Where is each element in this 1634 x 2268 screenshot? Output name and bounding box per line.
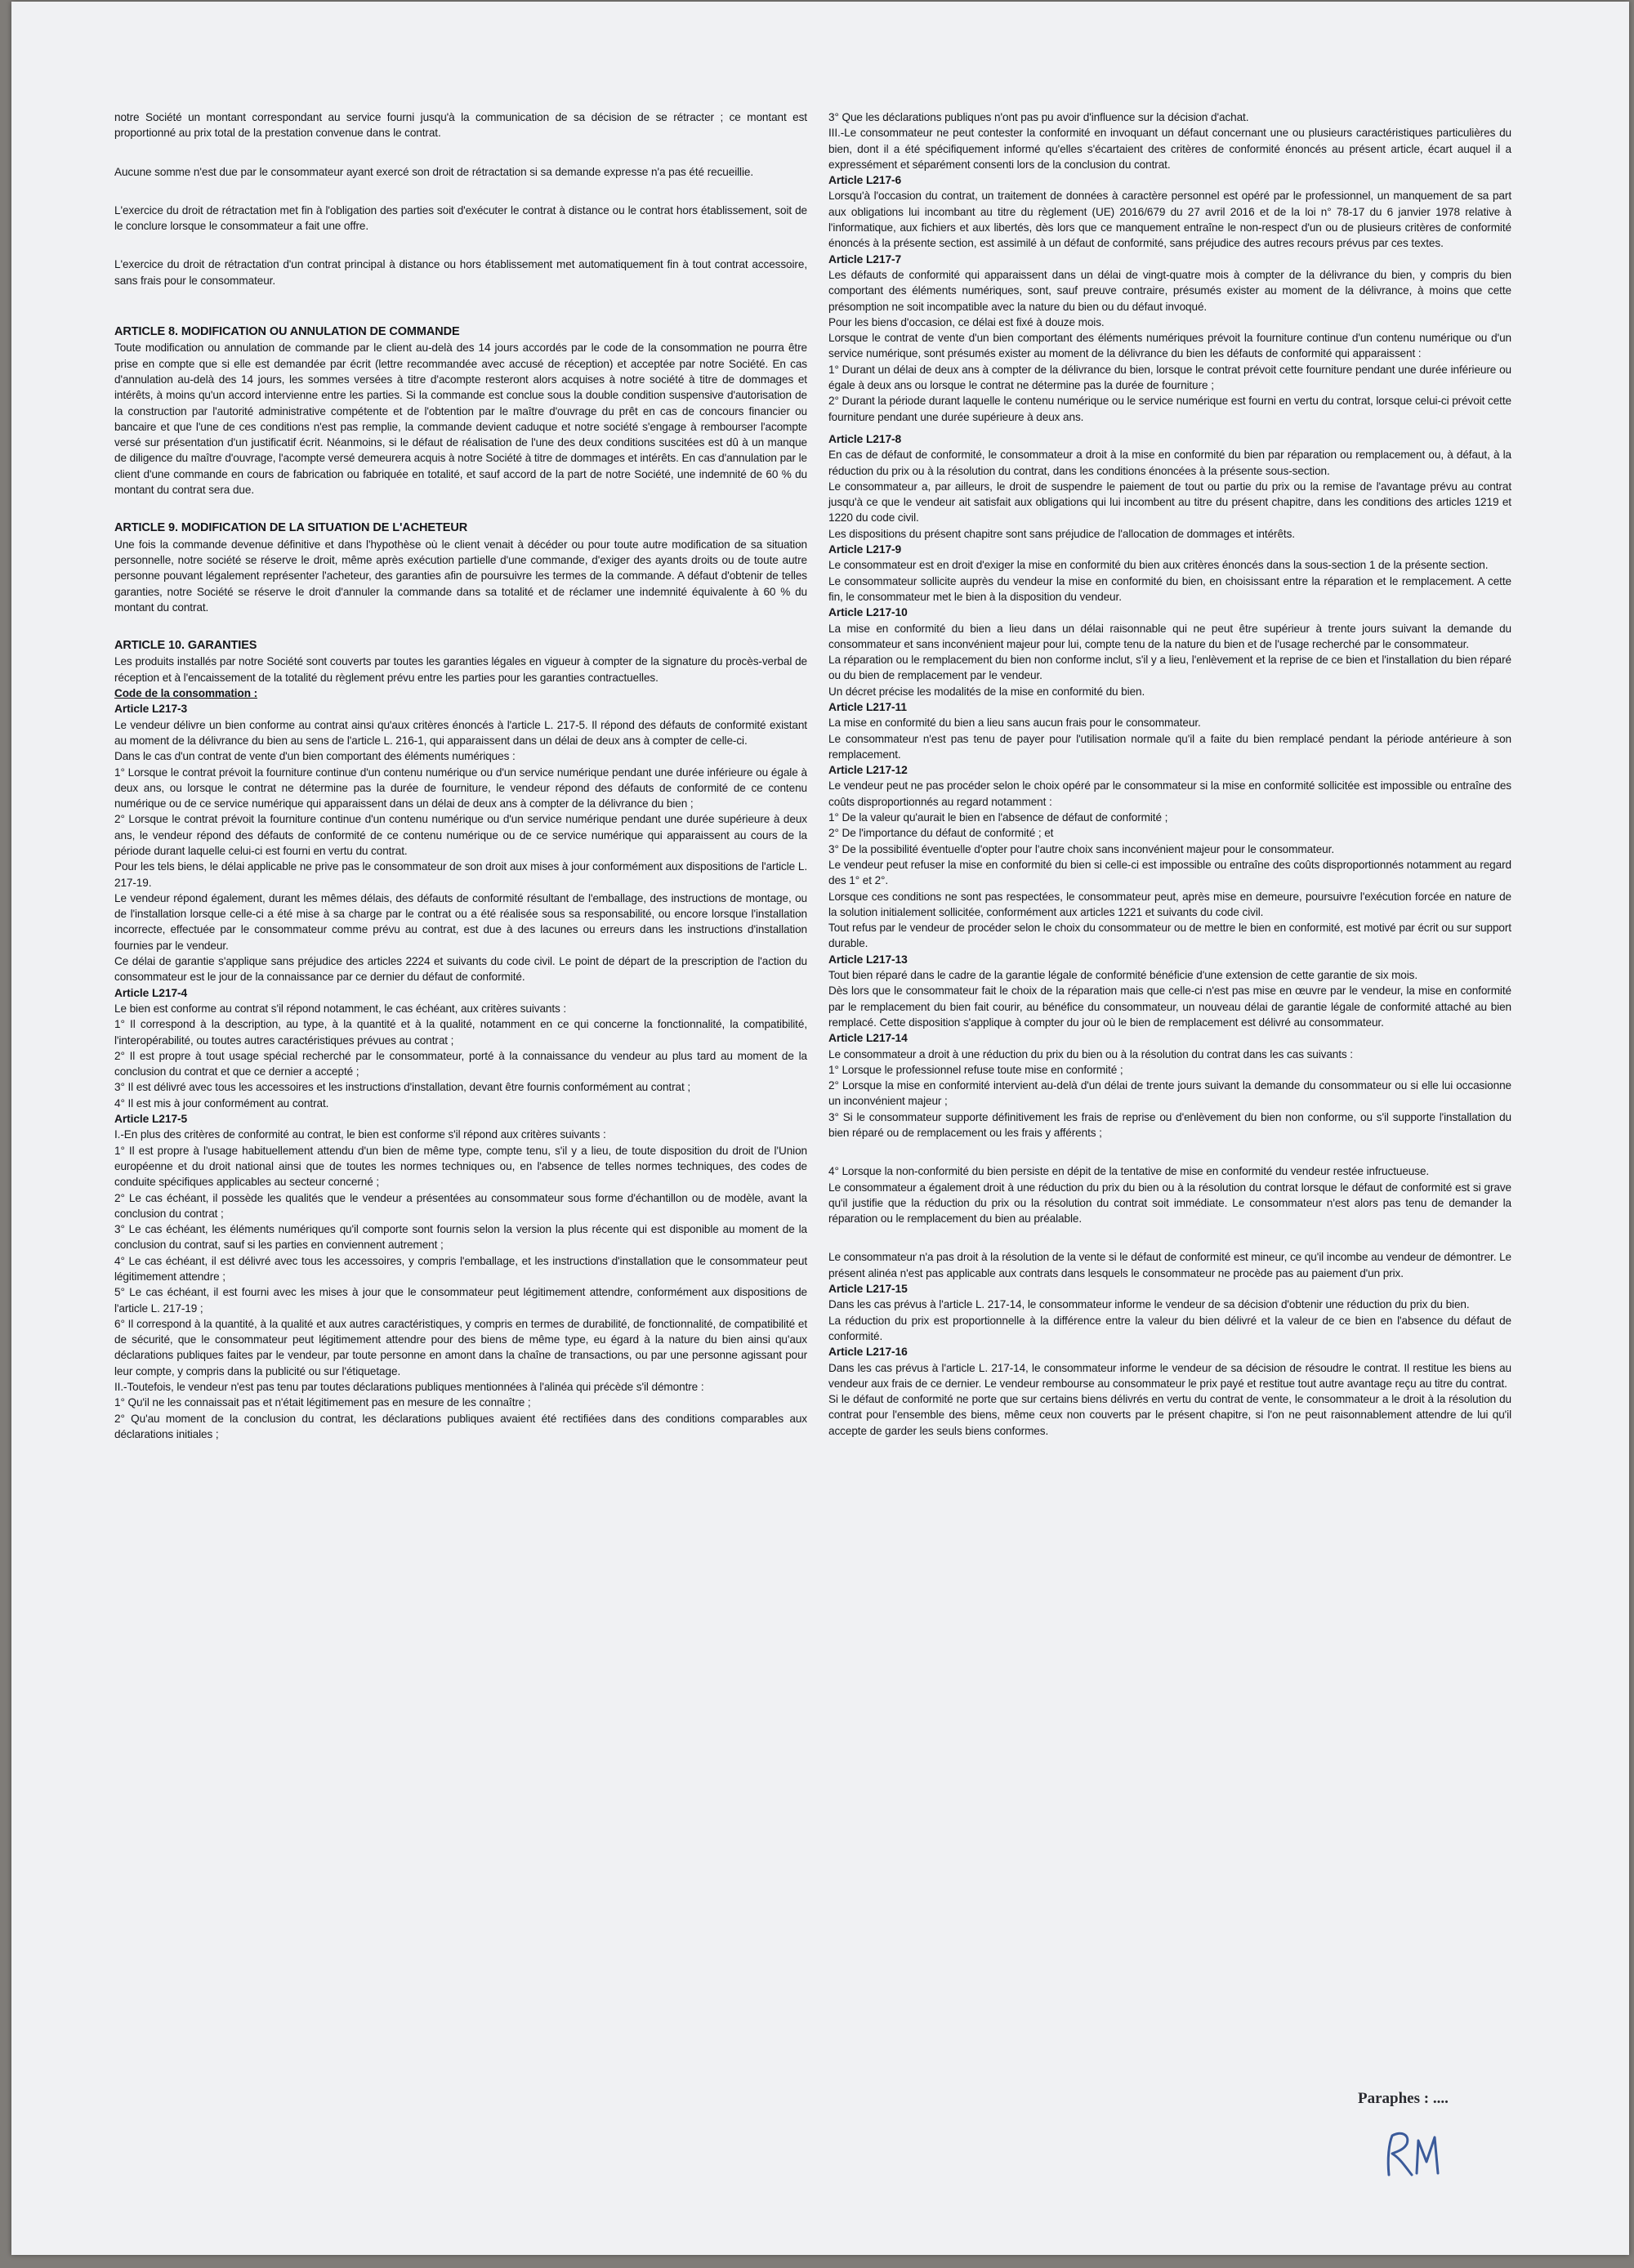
paragraph: 3° Le cas échéant, les éléments numériques qu'il comporte sont fournis selon la version la plus récente qui est disponible au moment de la conclusion du contrat, sauf si les parties en conviennent autrement ; — [114, 1223, 807, 1252]
paragraph: Pour les biens d'occasion, ce délai est fixé à douze mois. — [828, 315, 1105, 328]
paragraph: Les défauts de conformité qui apparaissent dans un délai de vingt-quatre mois à compter de la délivrance du bien, y compris du bien comportant des éléments numériques, sont, sauf preuve contraire, présumés exister au moment de la délivrance, à moins que cette présomption ne soit incompatible avec la nature du bien ou du défaut invoqué. — [828, 268, 1511, 313]
paragraph: 3° Si le consommateur supporte définitivement les frais de reprise ou d'enlèvement du bien non conforme, ou s'il supporte l'installation du bien réparé ou de remplacement ou les frais y afférents ; — [828, 1110, 1511, 1139]
paragraph: En cas de défaut de conformité, le consommateur a droit à la mise en conformité du bien par réparation ou remplacement ou, à défaut, à la réduction du prix ou à la résolution du contrat, dans les conditions énoncées à la présente sous-section. — [828, 449, 1511, 477]
paragraph: Dans les cas prévus à l'article L. 217-14, le consommateur informe le vendeur de sa décision de résoudre le contrat. Il restitue les biens au vendeur aux frais de ce dernier. Le vendeur rembourse au consommateur le prix payé et restitue tout autre avantage reçu au titre du contrat. — [828, 1361, 1511, 1390]
paragraph: I.-En plus des critères de conformité au contrat, le bien est conforme s'il répond aux critères suivants : — [114, 1128, 606, 1141]
paragraph: Le consommateur a également droit à une réduction du prix du bien ou à la résolution du contrat lorsque le défaut de conformité est si grave qu'il justifie que la réduction du prix ou la résolution du contrat soit immédiate. Le consommateur n'est alors pas tenu de demander la réparation ou le remplacement du bien au préalable. — [828, 1181, 1511, 1226]
article-l217-7-title: Article L217-7 — [828, 252, 902, 266]
paragraph: Tout refus par le vendeur de procéder selon le choix du consommateur ou de mettre le bien en conformité, est motivé par écrit ou sur support durable. — [828, 922, 1511, 950]
paragraph: La réduction du prix est proportionnelle à la différence entre la valeur du bien délivré et la valeur de ce bien en l'absence du défaut de conformité. — [828, 1314, 1511, 1342]
paragraph: Dans les cas prévus à l'article L. 217-14, le consommateur informe le vendeur de sa décision d'obtenir une réduction du prix du bien. — [828, 1298, 1470, 1311]
paragraph: 1° Durant un délai de deux ans à compter de la délivrance du bien, lorsque le contrat prévoit cette fourniture pendant une durée inférieure ou égale à deux ans ou lorsque le contrat ne détermine pas la durée de fourniture ; — [828, 363, 1511, 392]
paragraph: Dans le cas d'un contrat de vente d'un bien comportant des éléments numériques : — [114, 750, 516, 763]
article-9-text: Une fois la commande devenue définitive et dans l'hypothèse où le client venait à décéder ou pour toute autre modification de sa situation personnelle, notre société se réserve le droit, même après exécution partielle d'une commande, d'exiger des ayants droits ou de toute autre personne pouvant légalement représenter l'acheteur, des garanties afin de poursuivre les termes de la commande. A défaut d'obtenir de telles garanties, notre Société se réserve le droit d'annuler la commande dans sa totalité et de réclamer une indemnité équivalente à 60 % du montant du contrat. — [114, 538, 807, 614]
paragraph: Lorsqu'à l'occasion du contrat, un traitement de données à caractère personnel est opéré par le professionnel, un manquement de sa part aux obligations lui incombant au titre du règlement (UE) 2016/679 du 27 avril 2016 et de la loi n° 78-17 du 6 janvier 1978 relative à l'informatique, aux fichiers et aux libertés, dès lors que ce manquement entraîne le non-respect d'un ou de plusieurs critères de conformité énoncés à la présente section, est assimilé à un défaut de conformité, sans préjudice des autres recours prévus par ces textes. — [828, 190, 1511, 250]
paragraph: III.-Le consommateur ne peut contester la conformité en invoquant un défaut concernant une ou plusieurs caractéristiques particulières du bien, dont il a été spécifiquement informé qu'elles s'écartaient des critères de conformité énoncés au présent article, écart auquel il a expressément et séparément consenti lors de la conclusion du contrat. — [828, 127, 1511, 171]
article-l217-9-title: Article L217-9 — [828, 543, 902, 556]
paragraph: 1° Lorsque le contrat prévoit la fourniture continue d'un contenu numérique ou d'un service numérique pendant une durée inférieure ou égale à deux ans, ou lorsque le contrat ne détermine pas la durée de fourniture, le vendeur répond des défauts de conformité de ce contenu numérique ou de ce service numérique qui apparaissent dans un délai de deux ans à compter de la délivrance du bien ; — [114, 766, 807, 810]
paragraph: 3° De la possibilité éventuelle d'opter pour l'autre choix sans inconvénient majeur pour le consommateur. — [828, 842, 1334, 855]
paragraph: 6° Il correspond à la quantité, à la qualité et aux autres caractéristiques, y compris en termes de durabilité, de fonctionnalité, de compatibilité et de sécurité, que le consommateur peut légitimement attendre pour des biens de même type, eu égard à la nature du bien ainsi qu'aux déclarations publiques faites par le vendeur, par toute personne en amont dans la chaîne de transactions, ou par une personne agissant pour leur compte, y compris dans la publicité ou sur l'étiquetage. — [114, 1317, 807, 1377]
article-9-title: ARTICLE 9. MODIFICATION DE LA SITUATION DE L'ACHETEUR — [114, 521, 468, 535]
paragraph: notre Société un montant correspondant au service fourni jusqu'à la communication de sa décision de se rétracter ; ce montant est proportionné au prix total de la prestation convenue dans le contrat. — [114, 111, 807, 140]
paragraph: La réparation ou le remplacement du bien non conforme inclut, s'il y a lieu, l'enlèvement et la reprise de ce bien et l'installation du bien réparé ou du bien de remplacement par le vendeur. — [828, 654, 1511, 682]
paragraph: Le consommateur est en droit d'exiger la mise en conformité du bien aux critères énoncés dans la sous-section 1 de la présente section. — [828, 559, 1489, 572]
paragraph: 1° Lorsque le professionnel refuse toute mise en conformité ; — [828, 1063, 1123, 1076]
paragraph: 3° Il est délivré avec tous les accessoires et les instructions d'installation, devant être fournis conformément au contrat ; — [114, 1081, 691, 1094]
paragraph: Le consommateur sollicite auprès du vendeur la mise en conformité du bien, en choisissant entre la réparation et le remplacement. A cette fin, le consommateur met le bien à la disposition du vendeur. — [828, 574, 1511, 603]
paragraph: Le consommateur n'a pas droit à la résolution de la vente si le défaut de conformité est mineur, ce qu'il incombe au vendeur de démontrer. Le présent alinéa n'est pas applicable aux contrats dans lesquels le consommateur ne procède pas au paiement d'un prix. — [828, 1251, 1511, 1279]
right-column — [828, 109, 1511, 1439]
article-10-title: ARTICLE 10. GARANTIES — [114, 639, 257, 653]
paragraph: 5° Le cas échéant, il est fourni avec les mises à jour que le consommateur peut légitimement attendre, conformément aux dispositions de l'article L. 217-19 ; — [114, 1286, 807, 1315]
paragraph: Le vendeur délivre un bien conforme au contrat ainsi qu'aux critères énoncés à l'article L. 217-5. Il répond des défauts de conformité existant au moment de la délivrance du bien au sens de l'article L. 216-1, qui apparaissent dans un délai de deux ans à compter de celle-ci. — [114, 718, 807, 747]
paragraph: La mise en conformité du bien a lieu dans un délai raisonnable qui ne peut être supérieur à trente jours suivant la demande du consommateur et sans inconvénient majeur pour lui, compte tenu de la nature du bien et de l'usage recherché par le consommateur. — [828, 622, 1511, 650]
paragraph: Le bien est conforme au contrat s'il répond notamment, le cas échéant, aux critères suivants : — [114, 1002, 567, 1015]
paragraph: Le consommateur a droit à une réduction du prix du bien ou à la résolution du contrat dans les cas suivants : — [828, 1047, 1353, 1060]
article-l217-8-title: Article L217-8 — [828, 432, 902, 445]
paragraph: Le vendeur répond également, durant les mêmes délais, des défauts de conformité résultant de l'emballage, des instructions de montage, ou de l'installation lorsque celle-ci a été mise à sa charge par le contrat ou a été réalisée sous sa responsabilité, ou encore lorsque l'installation incorrecte, effectuée par le consommateur comme prévu au contrat, est due à des lacunes ou erreurs dans les instructions d'installation fournies par le vendeur. — [114, 891, 807, 952]
code-consommation-heading: Code de la consommation : — [114, 687, 257, 700]
paraphes-label: Paraphes : .... — [1358, 2090, 1449, 2107]
paragraph: Le vendeur peut refuser la mise en conformité du bien si celle-ci est impossible ou entraîne des coûts disproportionnés notamment au regard des 1° et 2°. — [828, 858, 1511, 887]
article-l217-3-title: Article L217-3 — [114, 703, 188, 716]
paragraph: 2° Lorsque la mise en conformité intervient au-delà d'un délai de trente jours suivant la demande du consommateur ou si elle lui occasionne un inconvénient majeur ; — [828, 1079, 1511, 1108]
paragraph: 1° Il correspond à la description, au type, à la quantité et à la qualité, notamment en ce qui concerne la fonctionnalité, la compatibilité, l'interopérabilité, ou toutes autres caractéristiques prévues au contrat ; — [114, 1018, 807, 1047]
paragraph: Dès lors que le consommateur fait le choix de la réparation mais que celle-ci n'est pas mise en œuvre par le vendeur, la mise en conformité par le remplacement du bien fait courir, au bénéfice du consommateur, un nouveau délai de garantie légale de conformité attaché au bien remplacé. Cette disposition s'applique à compter du jour où le bien de remplacement est délivré au consommateur. — [828, 984, 1511, 1029]
paragraph: Un décret précise les modalités de la mise en conformité du bien. — [828, 685, 1145, 698]
paragraph: Lorsque ces conditions ne sont pas respectées, le consommateur peut, après mise en demeure, poursuivre l'exécution forcée en nature de la solution initialement sollicitée, conformément aux articles 1221 et suivants du code civil. — [828, 890, 1511, 918]
paragraph: II.-Toutefois, le vendeur n'est pas tenu par toutes déclarations publiques mentionnées à l'alinéa qui précède s'il démontre : — [114, 1381, 704, 1394]
paragraph: 2° Le cas échéant, il possède les qualités que le vendeur a présentées au consommateur sous forme d'échantillon ou de modèle, avant la conclusion du contrat ; — [114, 1191, 807, 1220]
paragraph: Le consommateur n'est pas tenu de payer pour l'utilisation normale qu'il a faite du bien remplacé pendant la période antérieure à son remplacement. — [828, 732, 1511, 761]
paragraph: L'exercice du droit de rétractation d'un contrat principal à distance ou hors établissement met automatiquement fin à tout contrat accessoire, sans frais pour le consommateur. — [114, 258, 807, 287]
article-l217-10-title: Article L217-10 — [828, 606, 908, 619]
paragraph: 2° De l'importance du défaut de conformité ; et — [828, 827, 1054, 840]
paragraph: 1° De la valeur qu'aurait le bien en l'absence de défaut de conformité ; — [828, 811, 1168, 824]
paragraph: Pour les tels biens, le délai applicable ne prive pas le consommateur de son droit aux mises à jour conformément aux dispositions de l'article L. 217-19. — [114, 860, 807, 889]
article-8-title: ARTICLE 8. MODIFICATION OU ANNULATION DE COMMANDE — [114, 325, 460, 339]
paragraph: Si le défaut de conformité ne porte que sur certains biens délivrés en vertu du contrat de vente, le consommateur a le droit à la résolution du contrat pour l'ensemble des biens, même ceux non couverts par le présent chapitre, si l'on ne peut raisonnablement attendre de lui qu'il accepte de garder les seuls biens conformes. — [828, 1393, 1511, 1437]
paragraph: Lorsque le contrat de vente d'un bien comportant des éléments numériques prévoit la fourniture continue d'un contenu numérique ou d'un service numérique, sont présumés exister au moment de la délivrance du bien les défauts de conformité qui apparaissent : — [828, 332, 1511, 360]
paragraph: Les dispositions du présent chapitre sont sans préjudice de l'allocation de dommages et intérêts. — [828, 527, 1295, 540]
article-8-text: Toute modification ou annulation de commande par le client au-delà des 14 jours accordés par le code de la consommation ne pourra être prise en compte que si elle est demandée par écrit (lettre recommandée avec accusé de réception) et acceptée par notre Société. En cas d'annulation au-delà des 14 jours, les sommes versées à titre d'acompte resteront alors acquises à notre société à titre de dommages et intérêts, à moins qu'un accord intervienne entre les parties. Si la commande est conclue sous la double condition suspensive d'autorisation de la construction par l'autorité administrative compétente et de l'obtention par le maître d'ouvrage du prêt en cas de concours financier ou bancaire et que l'une de ces conditions n'est pas remplie, la commande devient caduque et notre société s'engage à rembourser l'acompte versé sur présentation d'un justificatif écrit. Néanmoins, si le défaut de réalisation de l'une des deux conditions suscitées est dû à un manque de diligence du maître d'ouvrage, l'acompte versé demeurera acquis à notre Société à titre de dommages et intérêts. En cas d'annulation par le client d'une commande en cours de fabrication ou fabriquée en totalité, et sauf accord de la part de notre Société, une indemnité de 60 % du montant du contrat sera due. — [114, 342, 807, 497]
paragraph: 2° Durant la période durant laquelle le contenu numérique ou le service numérique est fourni en vertu du contrat, lorsque celui-ci prévoit cette fourniture pendant une durée supérieure à deux ans. — [828, 395, 1511, 423]
paragraph: Ce délai de garantie s'applique sans préjudice des articles 2224 et suivants du code civil. Le point de départ de la prescription de l'action du consommateur est le jour de la connaissance par ce dernier du défaut de conformité. — [114, 955, 807, 984]
paragraph: 2° Lorsque le contrat prévoit la fourniture continue d'un contenu numérique ou d'un service numérique pendant une durée supérieure à deux ans, le vendeur répond des défauts de conformité de ce contenu numérique ou de ce service numérique qui apparaissent au cours de la période durant laquelle celui-ci est fourni en vertu du contrat. — [114, 813, 807, 857]
article-l217-14-title: Article L217-14 — [828, 1032, 908, 1045]
article-l217-6-title: Article L217-6 — [828, 174, 902, 187]
paragraph: La mise en conformité du bien a lieu sans aucun frais pour le consommateur. — [828, 717, 1201, 730]
paragraph: 1° Qu'il ne les connaissait pas et n'était légitimement pas en mesure de les connaître ; — [114, 1396, 531, 1409]
paragraph: 4° Lorsque la non-conformité du bien persiste en dépit de la tentative de mise en conformité du vendeur restée infructueuse. — [828, 1165, 1430, 1178]
paragraph: Tout bien réparé dans le cadre de la garantie légale de conformité bénéficie d'une extension de cette garantie de six mois. — [828, 969, 1418, 982]
paragraph: Le consommateur a, par ailleurs, le droit de suspendre le paiement de tout ou partie du prix ou la remise de l'avantage prévu au contrat jusqu'à ce que le vendeur ait satisfait aux obligations qui lui incombent au titre du présent chapitre, dans les conditions des articles 1219 et 1220 du code civil. — [828, 480, 1511, 525]
paragraph: L'exercice du droit de rétractation met fin à l'obligation des parties soit d'exécuter le contrat à distance ou le contrat hors établissement, soit de le conclure lorsque le consommateur a fait une offre. — [114, 203, 807, 233]
article-l217-15-title: Article L217-15 — [828, 1283, 908, 1296]
paragraph: 2° Il est propre à tout usage spécial recherché par le consommateur, porté à la connaissance du vendeur au plus tard au moment de la conclusion du contrat et que ce dernier a accepté ; — [114, 1049, 807, 1078]
document-page — [11, 2, 1629, 2255]
handwritten-initials — [1381, 2126, 1454, 2183]
paragraph: 1° Il est propre à l'usage habituellement attendu d'un bien de même type, compte tenu, s'il y a lieu, de toute disposition du droit de l'Union européenne et du droit national ainsi que de toutes les normes techniques ou, en l'absence de telles normes techniques, des codes de conduite spécifiques applicables au secteur concerné ; — [114, 1144, 807, 1189]
paragraph: 4° Le cas échéant, il est délivré avec tous les accessoires, y compris l'emballage, et les instructions d'installation que le consommateur peut légitimement attendre ; — [114, 1254, 807, 1283]
article-l217-11-title: Article L217-11 — [828, 700, 907, 713]
article-10-text: Les produits installés par notre Société sont couverts par toutes les garanties légales en vigueur à compter de la signature du procès-verbal de réception et à l'encaissement de la totalité du règlement prévu entre les parties pour les garanties contractuelles. — [114, 655, 807, 684]
article-l217-5-title: Article L217-5 — [114, 1113, 188, 1126]
article-l217-12-title: Article L217-12 — [828, 764, 908, 777]
paragraph: Le vendeur peut ne pas procéder selon le choix opéré par le consommateur si la mise en conformité sollicitée est impossible ou entraîne des coûts disproportionnés au regard notamment : — [828, 779, 1511, 808]
left-column — [114, 109, 807, 1442]
paragraph: 4° Il est mis à jour conformément au contrat. — [114, 1096, 329, 1109]
paragraph: 3° Que les déclarations publiques n'ont pas pu avoir d'influence sur la décision d'achat. — [828, 111, 1249, 123]
article-l217-13-title: Article L217-13 — [828, 953, 908, 966]
article-l217-4-title: Article L217-4 — [114, 986, 188, 999]
paragraph: 2° Qu'au moment de la conclusion du contrat, les déclarations publiques avaient été rectifiées dans des conditions comparables aux déclarations initiales ; — [114, 1412, 807, 1440]
article-l217-16-title: Article L217-16 — [828, 1346, 908, 1359]
paragraph: Aucune somme n'est due par le consommateur ayant exercé son droit de rétractation si sa demande expresse n'a pas été recueillie. — [114, 165, 754, 178]
